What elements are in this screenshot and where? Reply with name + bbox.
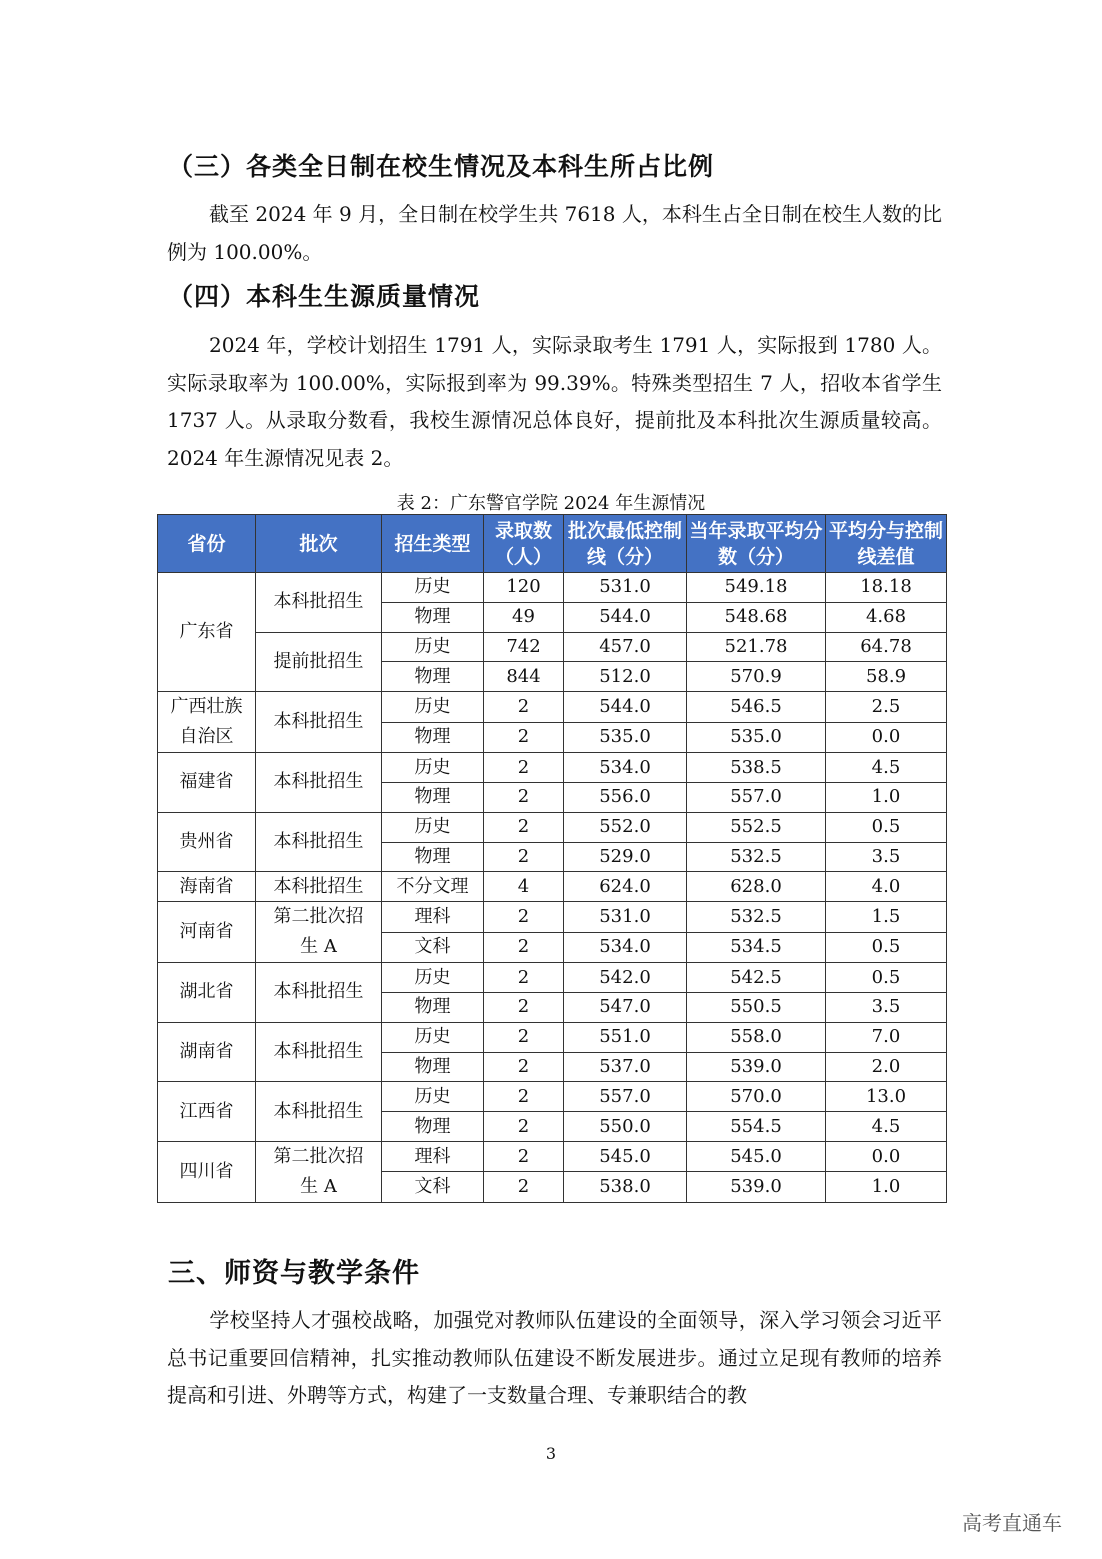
table-row xyxy=(158,902,947,933)
admitted-count-cell: 2 xyxy=(484,812,564,842)
min-line-cell: 537.0 xyxy=(564,1052,687,1082)
average-score-cell: 558.0 xyxy=(687,1022,826,1052)
average-score-cell: 570.9 xyxy=(687,662,826,692)
admitted-count-cell: 4 xyxy=(484,872,564,902)
type-cell: 历史 xyxy=(382,753,484,783)
admitted-count-cell: 2 xyxy=(484,692,564,723)
province-cell: 湖北省 xyxy=(158,963,256,1023)
type-cell: 物理 xyxy=(382,992,484,1022)
batch-cell: 本科批招生 xyxy=(256,812,382,872)
admitted-count-cell: 2 xyxy=(484,753,564,783)
type-cell: 物理 xyxy=(382,842,484,872)
table-row xyxy=(158,872,947,902)
table-header-cell: 当年录取平均分数（分） xyxy=(687,515,826,573)
table-row xyxy=(158,692,947,723)
average-score-cell: 532.5 xyxy=(687,902,826,933)
type-cell: 历史 xyxy=(382,632,484,662)
min-line-cell: 534.0 xyxy=(564,753,687,783)
difference-cell: 4.5 xyxy=(826,1112,947,1142)
admitted-count-cell: 49 xyxy=(484,602,564,632)
admitted-count-cell: 2 xyxy=(484,1082,564,1112)
min-line-cell: 538.0 xyxy=(564,1172,687,1203)
min-line-cell: 512.0 xyxy=(564,662,687,692)
average-score-cell: 534.5 xyxy=(687,932,826,963)
average-score-cell: 538.5 xyxy=(687,753,826,783)
batch-cell: 第二批次招生 A xyxy=(256,902,382,963)
section-paragraph-3: 截至 2024 年 9 月，全日制在校学生共 7618 人，本科生占全日制在校生人数的比例为 100.00%。 xyxy=(167,202,942,264)
admitted-count-cell: 2 xyxy=(484,963,564,993)
admitted-count-cell: 742 xyxy=(484,632,564,662)
average-score-cell: 557.0 xyxy=(687,782,826,812)
admitted-count-cell: 2 xyxy=(484,1172,564,1203)
average-score-cell: 539.0 xyxy=(687,1172,826,1203)
average-score-cell: 535.0 xyxy=(687,722,826,753)
batch-cell: 本科批招生 xyxy=(256,963,382,1023)
difference-cell: 4.5 xyxy=(826,753,947,783)
min-line-cell: 544.0 xyxy=(564,692,687,723)
province-cell: 湖南省 xyxy=(158,1022,256,1082)
province-cell: 四川省 xyxy=(158,1141,256,1202)
difference-cell: 4.68 xyxy=(826,602,947,632)
difference-cell: 0.0 xyxy=(826,722,947,753)
province-cell: 贵州省 xyxy=(158,812,256,872)
admitted-count-cell: 2 xyxy=(484,722,564,753)
table-row xyxy=(158,1082,947,1112)
difference-cell: 64.78 xyxy=(826,632,947,662)
difference-cell: 0.5 xyxy=(826,812,947,842)
page-number: 3 xyxy=(545,1444,557,1463)
difference-cell: 2.0 xyxy=(826,1052,947,1082)
difference-cell: 3.5 xyxy=(826,992,947,1022)
table-header-cell: 招生类型 xyxy=(382,515,484,573)
admitted-count-cell: 2 xyxy=(484,1112,564,1142)
table-row xyxy=(158,632,947,662)
batch-cell: 第二批次招生 A xyxy=(256,1141,382,1202)
difference-cell: 1.0 xyxy=(826,782,947,812)
section-paragraph-4: 2024 年，学校计划招生 1791 人，实际录取考生 1791 人，实际报到 1780 人。实际录取率为 100.00%，实际报到率为 99.39%。特殊类型招生 7 人，招收本省学生 1737 人。从录取分数看，我校生源情况总体良好，提前批及本科批次生源质量较高。2024 年生源情况见表 2。 xyxy=(167,333,942,470)
average-score-cell: 552.5 xyxy=(687,812,826,842)
type-cell: 物理 xyxy=(382,662,484,692)
average-score-cell: 548.68 xyxy=(687,602,826,632)
type-cell: 历史 xyxy=(382,573,484,603)
admitted-count-cell: 2 xyxy=(484,902,564,933)
average-score-cell: 570.0 xyxy=(687,1082,826,1112)
difference-cell: 2.5 xyxy=(826,692,947,723)
table-row xyxy=(158,963,947,993)
type-cell: 理科 xyxy=(382,1141,484,1172)
average-score-cell: 539.0 xyxy=(687,1052,826,1082)
average-score-cell: 628.0 xyxy=(687,872,826,902)
province-cell: 福建省 xyxy=(158,753,256,813)
province-cell: 广西壮族自治区 xyxy=(158,692,256,753)
section-heading-teachers: 三、师资与教学条件 xyxy=(168,1258,420,1289)
section-paragraph-teachers: 学校坚持人才强校战略，加强党对教师队伍建设的全面领导，深入学习领会习近平总书记重要回信精神，扎实推动教师队伍建设不断发展进步。通过立足现有教师的培养提高和引进、外聘等方式，构建了一支数量合理、专兼职结合的教 xyxy=(167,1308,942,1407)
admitted-count-cell: 844 xyxy=(484,662,564,692)
admitted-count-cell: 2 xyxy=(484,1022,564,1052)
min-line-cell: 552.0 xyxy=(564,812,687,842)
type-cell: 物理 xyxy=(382,1112,484,1142)
table-row xyxy=(158,812,947,842)
min-line-cell: 534.0 xyxy=(564,932,687,963)
difference-cell: 13.0 xyxy=(826,1082,947,1112)
min-line-cell: 529.0 xyxy=(564,842,687,872)
watermark: 高考直通车 xyxy=(962,1511,1062,1535)
difference-cell: 0.5 xyxy=(826,963,947,993)
type-cell: 历史 xyxy=(382,812,484,842)
admitted-count-cell: 2 xyxy=(484,782,564,812)
admitted-count-cell: 2 xyxy=(484,842,564,872)
type-cell: 物理 xyxy=(382,722,484,753)
difference-cell: 1.5 xyxy=(826,902,947,933)
average-score-cell: 532.5 xyxy=(687,842,826,872)
difference-cell: 1.0 xyxy=(826,1172,947,1203)
min-line-cell: 545.0 xyxy=(564,1141,687,1172)
table-header-cell: 平均分与控制线差值 xyxy=(826,515,947,573)
type-cell: 物理 xyxy=(382,782,484,812)
table-row xyxy=(158,1022,947,1052)
difference-cell: 0.5 xyxy=(826,932,947,963)
table-header-row xyxy=(158,515,947,573)
batch-cell: 本科批招生 xyxy=(256,1022,382,1082)
admitted-count-cell: 120 xyxy=(484,573,564,603)
batch-cell: 本科批招生 xyxy=(256,872,382,902)
admitted-count-cell: 2 xyxy=(484,992,564,1022)
table-header-cell: 批次最低控制线（分） xyxy=(564,515,687,573)
table-body xyxy=(158,573,947,1203)
difference-cell: 0.0 xyxy=(826,1141,947,1172)
min-line-cell: 556.0 xyxy=(564,782,687,812)
table-row xyxy=(158,573,947,603)
min-line-cell: 531.0 xyxy=(564,573,687,603)
type-cell: 文科 xyxy=(382,932,484,963)
table-row xyxy=(158,753,947,783)
type-cell: 物理 xyxy=(382,1052,484,1082)
difference-cell: 58.9 xyxy=(826,662,947,692)
province-cell: 河南省 xyxy=(158,902,256,963)
min-line-cell: 535.0 xyxy=(564,722,687,753)
province-cell: 广东省 xyxy=(158,573,256,692)
province-cell: 海南省 xyxy=(158,872,256,902)
table-caption: 表 2：广东警官学院 2024 年生源情况 xyxy=(396,493,706,514)
type-cell: 历史 xyxy=(382,1082,484,1112)
difference-cell: 18.18 xyxy=(826,573,947,603)
type-cell: 历史 xyxy=(382,1022,484,1052)
table-row xyxy=(158,1141,947,1172)
min-line-cell: 547.0 xyxy=(564,992,687,1022)
batch-cell: 本科批招生 xyxy=(256,753,382,813)
average-score-cell: 545.0 xyxy=(687,1141,826,1172)
batch-cell: 本科批招生 xyxy=(256,692,382,753)
min-line-cell: 542.0 xyxy=(564,963,687,993)
table-header-cell: 批次 xyxy=(256,515,382,573)
table-header-cell: 省份 xyxy=(158,515,256,573)
province-cell: 江西省 xyxy=(158,1082,256,1142)
average-score-cell: 549.18 xyxy=(687,573,826,603)
batch-cell: 本科批招生 xyxy=(256,573,382,633)
admission-table xyxy=(157,514,947,1203)
min-line-cell: 624.0 xyxy=(564,872,687,902)
average-score-cell: 546.5 xyxy=(687,692,826,723)
type-cell: 不分文理 xyxy=(382,872,484,902)
section-heading-4: （四）本科生生源质量情况 xyxy=(168,282,481,311)
type-cell: 物理 xyxy=(382,602,484,632)
batch-cell: 提前批招生 xyxy=(256,632,382,692)
type-cell: 历史 xyxy=(382,692,484,723)
average-score-cell: 521.78 xyxy=(687,632,826,662)
type-cell: 历史 xyxy=(382,963,484,993)
admitted-count-cell: 2 xyxy=(484,1141,564,1172)
min-line-cell: 531.0 xyxy=(564,902,687,933)
difference-cell: 3.5 xyxy=(826,842,947,872)
type-cell: 文科 xyxy=(382,1172,484,1203)
type-cell: 理科 xyxy=(382,902,484,933)
average-score-cell: 550.5 xyxy=(687,992,826,1022)
min-line-cell: 557.0 xyxy=(564,1082,687,1112)
min-line-cell: 551.0 xyxy=(564,1022,687,1052)
admitted-count-cell: 2 xyxy=(484,932,564,963)
section-heading-3: （三）各类全日制在校生情况及本科生所占比例 xyxy=(168,152,715,181)
batch-cell: 本科批招生 xyxy=(256,1082,382,1142)
difference-cell: 7.0 xyxy=(826,1022,947,1052)
average-score-cell: 542.5 xyxy=(687,963,826,993)
difference-cell: 4.0 xyxy=(826,872,947,902)
min-line-cell: 550.0 xyxy=(564,1112,687,1142)
min-line-cell: 544.0 xyxy=(564,602,687,632)
admitted-count-cell: 2 xyxy=(484,1052,564,1082)
min-line-cell: 457.0 xyxy=(564,632,687,662)
table-header-cell: 录取数（人） xyxy=(484,515,564,573)
average-score-cell: 554.5 xyxy=(687,1112,826,1142)
